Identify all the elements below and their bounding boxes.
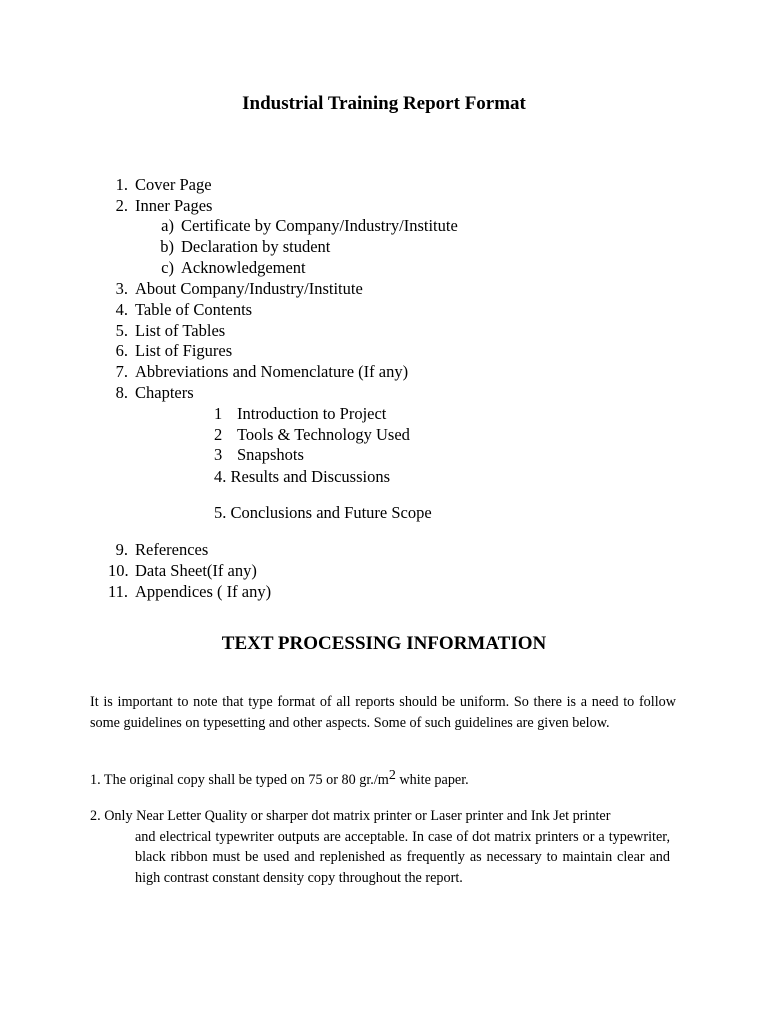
rule-2-first-line: 2. Only Near Letter Quality or sharper dot matrix printer or Laser printer and Ink Jet printer [90, 808, 611, 824]
intro-paragraph: It is important to note that type format of all reports should be uniform. So there is a need to follow some guidelines on typesetting and other aspects. Some of such guidelines are given below. [90, 694, 676, 731]
document-page: Industrial Training Report Format 1. Cover Page 2. Inner Pages a) Certificate by Company/Industry/Institute b) Declaration by student c) Acknowledgement 3. About Company/Industry/Institute 4. Table of Contents 5. List of Tables 6. List of Figures 7. Abbreviations and Nomenclature (If any) 8. Chapters 1 Introduction to Project 2 Tools & Technology Used 3 Snapshots 4. Results and Discussions 5. Conclusions and Future Scope 9. References 10. Data Sheet(If any) 11. Appendices ( If any) TEXT PROCESSING INFORMATION It is important to note that type format of all reports should be uniform. So there is a need to follow some guidelines on typesetting and other aspects. Some of such guidelines are given below. 1. The original copy shall be typed on 75 or 80 gr./m2 white paper. 2. Only Near Letter Quality or sharper dot matrix printer or Laser printer and Ink Jet printer and electrical typewriter outputs are acceptable. In case of dot matrix printers or a typewriter, black ribbon must be used and replenished as frequently as necessary to maintain clear and high contrast constant density copy throughout the report. [0, 0, 768, 1024]
page-title: Industrial Training Report Format [242, 93, 526, 114]
section-title: TEXT PROCESSING INFORMATION [221, 633, 547, 654]
rule-2-body: and electrical typewriter outputs are acceptable. In case of dot matrix printers or a typewriter, black ribbon must be used and replenished as frequently as necessary to maintain clear and high contrast constant density copy throughout the report. [135, 828, 670, 886]
rule-1: 1. The original copy shall be typed on 75 or 80 gr./m2 white paper. [90, 768, 469, 788]
